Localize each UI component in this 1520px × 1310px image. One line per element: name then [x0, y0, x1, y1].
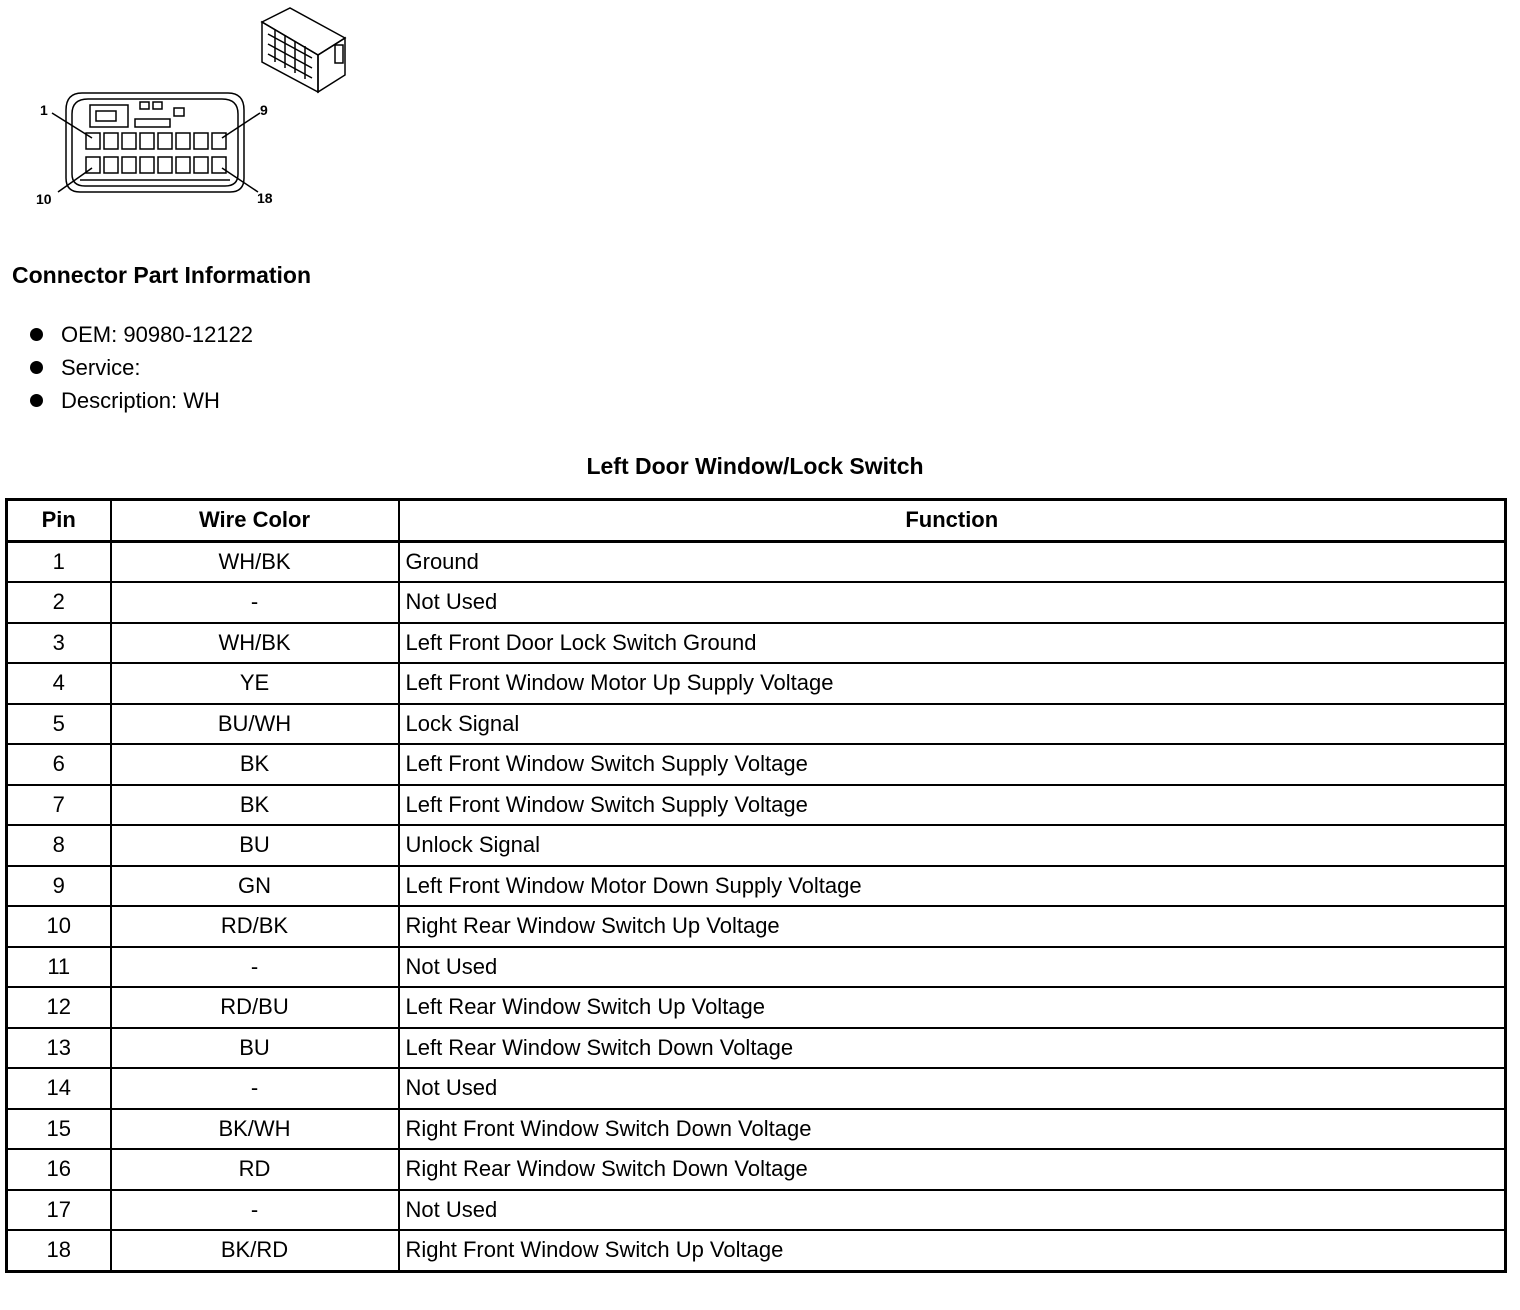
pin-cell: 10: [7, 906, 111, 947]
pin-label-9: 9: [260, 102, 268, 118]
header-function: Function: [399, 500, 1506, 542]
pin-cell: 8: [7, 825, 111, 866]
connector-3d-icon: [262, 8, 345, 92]
pin-cell: 4: [7, 663, 111, 704]
function-cell: Right Front Window Switch Up Voltage: [399, 1230, 1506, 1271]
table-row: [7, 1190, 1506, 1231]
function-cell: Lock Signal: [399, 704, 1506, 745]
wire-color-cell: -: [111, 947, 399, 988]
pin-cell: 18: [7, 1230, 111, 1271]
table-row: [7, 987, 1506, 1028]
wire-color-cell: BU: [111, 825, 399, 866]
pin-cell: 15: [7, 1109, 111, 1150]
wire-color-cell: BK: [111, 744, 399, 785]
function-cell: Left Front Window Switch Supply Voltage: [399, 744, 1506, 785]
pin-cell: 12: [7, 987, 111, 1028]
wire-color-cell: RD/BK: [111, 906, 399, 947]
pin-cell: 7: [7, 785, 111, 826]
wire-color-cell: BK/WH: [111, 1109, 399, 1150]
function-cell: Not Used: [399, 947, 1506, 988]
table-row: [7, 663, 1506, 704]
table-row: [7, 1230, 1506, 1271]
pin-cell: 6: [7, 744, 111, 785]
wire-color-cell: RD/BU: [111, 987, 399, 1028]
function-cell: Left Front Window Switch Supply Voltage: [399, 785, 1506, 826]
function-cell: Left Front Door Lock Switch Ground: [399, 623, 1506, 664]
wire-color-cell: WH/BK: [111, 623, 399, 664]
function-cell: Left Front Window Motor Up Supply Voltage: [399, 663, 1506, 704]
pin-row-top: [86, 133, 226, 149]
pin-row-bottom: [86, 157, 226, 173]
table-row: [7, 825, 1506, 866]
table-row: [7, 704, 1506, 745]
table-row: [7, 866, 1506, 907]
table-title: Left Door Window/Lock Switch: [586, 453, 924, 479]
function-cell: Left Rear Window Switch Up Voltage: [399, 987, 1506, 1028]
pin-cell: 13: [7, 1028, 111, 1069]
table-body: [7, 541, 1506, 1271]
pin-cell: 1: [7, 541, 111, 582]
pin-label-10: 10: [36, 191, 52, 207]
part-info-item-description: [30, 384, 253, 417]
table-row: [7, 744, 1506, 785]
wire-color-cell: -: [111, 1068, 399, 1109]
header-wire-color: Wire Color: [111, 500, 399, 542]
function-cell: Not Used: [399, 582, 1506, 623]
part-info-item-oem: [30, 318, 253, 351]
function-cell: Right Rear Window Switch Down Voltage: [399, 1149, 1506, 1190]
pin-cell: 5: [7, 704, 111, 745]
wire-color-cell: -: [111, 1190, 399, 1231]
part-info-item-service: [30, 351, 253, 384]
pin-label-18: 18: [257, 190, 273, 206]
header-pin: Pin: [7, 500, 111, 542]
table-row: [7, 582, 1506, 623]
pin-cell: 9: [7, 866, 111, 907]
bullet-icon: [30, 394, 43, 407]
table-row: [7, 1109, 1506, 1150]
wire-color-cell: BU: [111, 1028, 399, 1069]
table-row: [7, 785, 1506, 826]
wire-color-cell: BK: [111, 785, 399, 826]
section-heading: Connector Part Information: [12, 262, 312, 288]
wire-color-cell: RD: [111, 1149, 399, 1190]
pin-label-1: 1: [40, 102, 48, 118]
function-cell: Left Front Window Motor Down Supply Voltage: [399, 866, 1506, 907]
function-cell: Unlock Signal: [399, 825, 1506, 866]
wire-color-cell: -: [111, 582, 399, 623]
bullet-icon: [30, 328, 43, 341]
part-info-list: [30, 318, 253, 417]
function-cell: Left Rear Window Switch Down Voltage: [399, 1028, 1506, 1069]
pin-cell: 17: [7, 1190, 111, 1231]
wire-color-cell: YE: [111, 663, 399, 704]
bullet-icon: [30, 361, 43, 374]
table-row: [7, 1068, 1506, 1109]
function-cell: Ground: [399, 541, 1506, 582]
description-value: WH: [183, 387, 220, 413]
function-cell: Not Used: [399, 1068, 1506, 1109]
oem-value: 90980-12122: [123, 321, 254, 347]
table-row: [7, 1028, 1506, 1069]
wire-color-cell: GN: [111, 866, 399, 907]
table-row: [7, 947, 1506, 988]
pin-cell: 14: [7, 1068, 111, 1109]
connector-face-icon: [52, 93, 260, 192]
function-cell: Right Front Window Switch Down Voltage: [399, 1109, 1506, 1150]
wire-color-cell: BK/RD: [111, 1230, 399, 1271]
pin-cell: 16: [7, 1149, 111, 1190]
pin-cell: 3: [7, 623, 111, 664]
table-row: [7, 1149, 1506, 1190]
table-row: [7, 906, 1506, 947]
description-label: Description:: [61, 387, 178, 413]
table-row: [7, 541, 1506, 582]
function-cell: Right Rear Window Switch Up Voltage: [399, 906, 1506, 947]
wire-color-cell: BU/WH: [111, 704, 399, 745]
pin-cell: 11: [7, 947, 111, 988]
pin-cell: 2: [7, 582, 111, 623]
connector-diagram: [0, 0, 360, 220]
table-header-row: [7, 500, 1506, 542]
service-label: Service:: [61, 354, 141, 380]
function-cell: Not Used: [399, 1190, 1506, 1231]
table-row: [7, 623, 1506, 664]
wire-color-cell: WH/BK: [111, 541, 399, 582]
pin-table: [5, 498, 1507, 1273]
oem-label: OEM:: [61, 321, 118, 347]
